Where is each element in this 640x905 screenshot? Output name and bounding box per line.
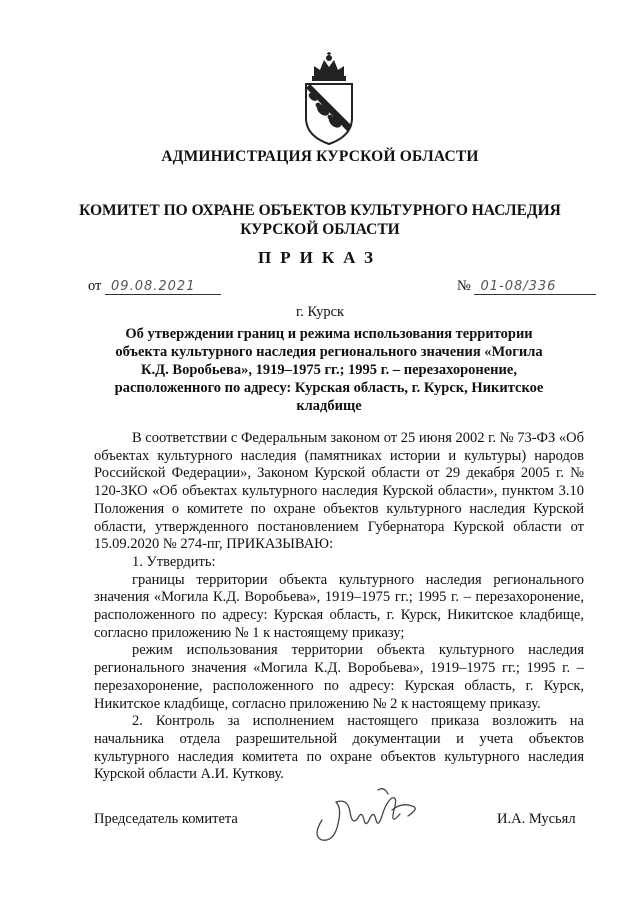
body-paragraph: режим использования территории объекта культурного наследия регионального значения «Могила К.Д. Воробьева», 1919–1975 гг.; 1995 г. – перезахоронение, расположенного по адресу: Курская область, г. Курск, Никитское кладбище, согласно приложению № 2 к настоящему приказу.	[94, 642, 584, 712]
body-paragraph: границы территории объекта культурного наследия регионального значения «Могила К.Д. Воробьева», 1919–1975 гг.; 1995 г. – перезахоронение, расположенного по адресу: Курская область, г. Курск, Никитское кладбище, согласно приложению № 1 к настоящему приказу;	[94, 571, 584, 641]
order-number	[457, 278, 596, 295]
order-body	[94, 430, 584, 784]
date-prefix: от	[88, 278, 102, 294]
body-paragraph: 1. Утвердить:	[132, 553, 216, 570]
handwritten-signature	[308, 780, 426, 852]
body-paragraph: В соответствии с Федеральным законом от 25 июня 2002 г. № 73-ФЗ «Об объектах культурного наследия (памятниках истории и культуры) народов Российской Федерации», Законом Курской области от 29 декабря 2005 г. № 120-ЗКО «Об объектах культурного наследия Курской области», пунктом 3.10 Положения о комитете по охране объектов культурного наследия Курской области, утвержденного постановлением Губернатора Курской области от 15.09.2020 № 274-пг, ПРИКАЗЫВАЮ:	[94, 430, 584, 553]
date-handwritten: 09.08.2021	[105, 279, 221, 295]
order-date	[88, 278, 221, 295]
committee-heading: КОМИТЕТ ПО ОХРАНЕ ОБЪЕКТОВ КУЛЬТУРНОГО НАСЛЕДИЯ КУРСКОЙ ОБЛАСТИ	[79, 202, 561, 238]
signatory-position: Председатель комитета	[94, 811, 238, 827]
number-handwritten: 01-08/336	[474, 279, 596, 295]
city: г. Курск	[295, 304, 345, 320]
number-prefix: №	[457, 278, 471, 294]
order-heading: ПРИКАЗ	[258, 248, 382, 267]
coat-of-arms-icon	[296, 52, 362, 146]
signatory-name: И.А. Мусьял	[497, 811, 576, 827]
order-title: Об утверждении границ и режима использования территории объекта культурного наследия регионального значения «Могила К.Д. Воробьева», 1919–1975 гг.; 1995 г. – перезахоронение, расположенного по адресу: Курская область, г. Курск, Никитское кладбище	[114, 326, 544, 414]
body-paragraph: 2. Контроль за исполнением настоящего приказа возложить на начальника отдела разрешительной документации и учета объектов культурного наследия комитета по охране объектов культурного наследия Курской области А.И. Куткову.	[94, 713, 584, 783]
administration-heading: АДМИНИСТРАЦИЯ КУРСКОЙ ОБЛАСТИ	[161, 148, 479, 165]
